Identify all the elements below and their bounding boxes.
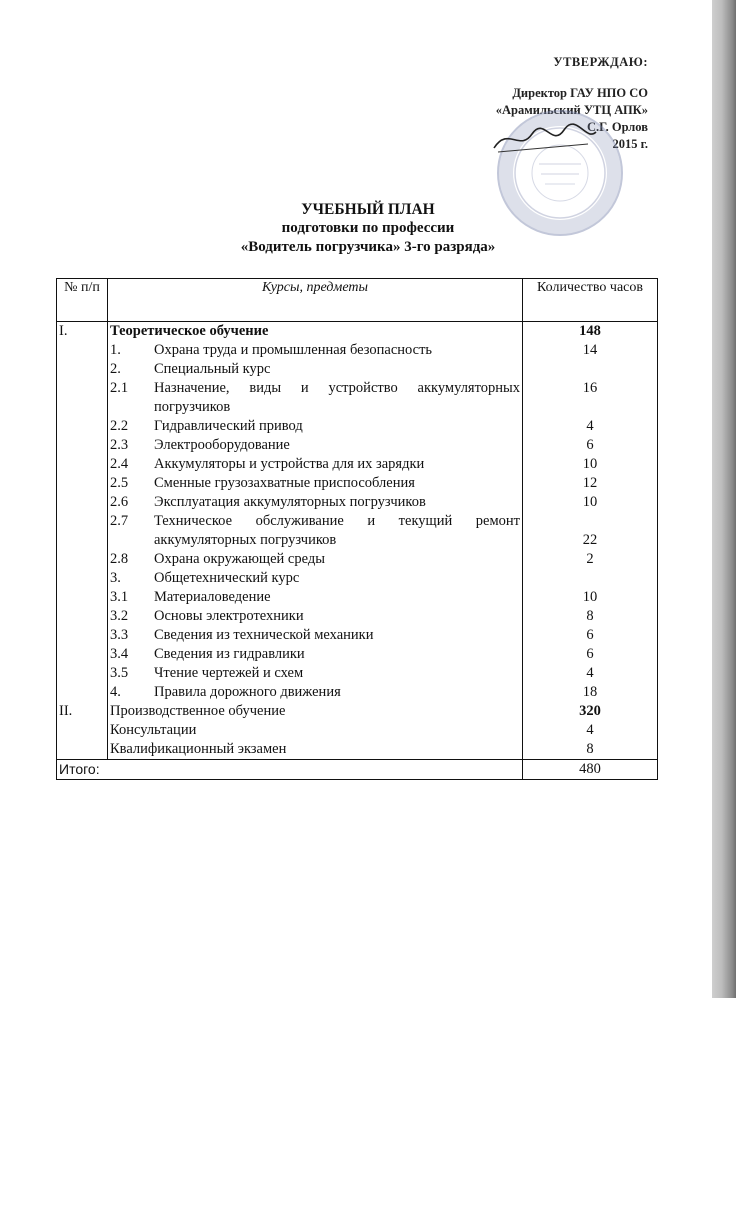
row-name: Правила дорожного движения bbox=[154, 684, 341, 700]
table-row bbox=[57, 341, 658, 360]
approval-organization: «Арамильский УТЦ АПК» bbox=[495, 103, 648, 117]
row-name: Производственное обучение bbox=[108, 702, 523, 721]
table-row bbox=[57, 360, 658, 379]
table-row bbox=[57, 455, 658, 474]
table-row bbox=[57, 417, 658, 436]
row-hours: 10 bbox=[523, 455, 658, 474]
row-num: II. bbox=[57, 702, 108, 721]
row-hours: 148 bbox=[523, 322, 658, 342]
header-courses: Курсы, предметы bbox=[108, 279, 523, 322]
header-hours: Количество часов bbox=[523, 279, 658, 322]
row-num: I. bbox=[57, 322, 108, 342]
row-hours bbox=[523, 569, 658, 588]
table-row bbox=[57, 436, 658, 455]
row-hours: 12 bbox=[523, 474, 658, 493]
row-hours: 4 bbox=[523, 664, 658, 683]
row-name: Теоретическое обучение bbox=[108, 322, 523, 342]
row-code: 4. bbox=[110, 684, 121, 700]
row-hours: 10 bbox=[523, 493, 658, 512]
row-name: Сменные грузозахватные приспособления bbox=[154, 475, 415, 491]
row-hours: 6 bbox=[523, 626, 658, 645]
row-name: Консультации bbox=[108, 721, 523, 740]
plan-profession: «Водитель погрузчика» 3-го разряда» bbox=[240, 239, 496, 255]
table-row bbox=[57, 322, 658, 342]
table-row bbox=[57, 512, 658, 550]
row-name: Специальный курс bbox=[154, 361, 271, 377]
row-code: 2.3 bbox=[110, 437, 129, 453]
row-hours: 16 bbox=[523, 379, 658, 417]
row-hours: 10 bbox=[523, 588, 658, 607]
row-hours: 14 bbox=[523, 341, 658, 360]
table-row bbox=[57, 664, 658, 683]
row-hours: 22 bbox=[523, 512, 658, 550]
row-code: 1. bbox=[110, 342, 121, 358]
row-code: 3. bbox=[110, 570, 121, 586]
row-code: 2.8 bbox=[110, 551, 129, 567]
table-row bbox=[57, 569, 658, 588]
row-hours: 4 bbox=[523, 417, 658, 436]
row-name: Чтение чертежей и схем bbox=[154, 665, 304, 681]
curriculum-table bbox=[56, 278, 658, 780]
row-name: Эксплуатация аккумуляторных погрузчиков bbox=[154, 494, 426, 510]
row-hours: 8 bbox=[523, 607, 658, 626]
total-row bbox=[57, 760, 658, 780]
row-name: Техническое обслуживание и текущий ремонт аккумуляторных погрузчиков bbox=[154, 513, 520, 548]
approval-heading: УТВЕРЖДАЮ: bbox=[553, 55, 648, 69]
total-label: Итого: bbox=[57, 760, 523, 780]
table-row bbox=[57, 683, 658, 702]
row-name: Назначение, виды и устройство аккумуляторных погрузчиков bbox=[154, 380, 520, 415]
row-code: 3.1 bbox=[110, 589, 129, 605]
row-code: 3.3 bbox=[110, 627, 129, 643]
row-name: Основы электротехники bbox=[154, 608, 304, 624]
director-signature bbox=[490, 118, 600, 158]
table-row bbox=[57, 379, 658, 417]
total-hours: 480 bbox=[523, 760, 658, 780]
scan-edge-shadow bbox=[712, 0, 736, 998]
row-hours: 6 bbox=[523, 645, 658, 664]
table-row bbox=[57, 588, 658, 607]
row-code: 2. bbox=[110, 361, 121, 377]
row-name: Квалификационный экзамен bbox=[108, 740, 523, 760]
table-row bbox=[57, 645, 658, 664]
table-row bbox=[57, 721, 658, 740]
table-row bbox=[57, 493, 658, 512]
row-name: Гидравлический привод bbox=[154, 418, 303, 434]
row-name: Общетехнический курс bbox=[154, 570, 300, 586]
row-code: 2.1 bbox=[110, 380, 129, 396]
row-name: Охрана окружающей среды bbox=[154, 551, 325, 567]
header-num: № п/п bbox=[57, 279, 108, 322]
plan-subtitle: подготовки по профессии bbox=[281, 220, 455, 236]
row-name: Охрана труда и промышленная безопасность bbox=[154, 342, 433, 358]
table-row bbox=[57, 740, 658, 760]
table-row bbox=[57, 607, 658, 626]
table-row bbox=[57, 702, 658, 721]
approval-name: С.Г. Орлов bbox=[586, 120, 648, 134]
row-hours: 8 bbox=[523, 740, 658, 760]
approval-director: Директор ГАУ НПО СО bbox=[512, 86, 648, 100]
row-code: 2.5 bbox=[110, 475, 129, 491]
row-name: Сведения из технической механики bbox=[154, 627, 374, 643]
row-code: 3.4 bbox=[110, 646, 129, 662]
row-hours: 18 bbox=[523, 683, 658, 702]
row-hours: 2 bbox=[523, 550, 658, 569]
table-row bbox=[57, 474, 658, 493]
row-hours: 320 bbox=[523, 702, 658, 721]
row-hours bbox=[523, 360, 658, 379]
row-hours: 6 bbox=[523, 436, 658, 455]
row-name: Сведения из гидравлики bbox=[154, 646, 305, 662]
row-hours: 4 bbox=[523, 721, 658, 740]
plan-title: УЧЕБНЫЙ ПЛАН bbox=[301, 201, 435, 218]
row-code: 2.2 bbox=[110, 418, 129, 434]
row-name: Аккумуляторы и устройства для их зарядки bbox=[154, 456, 425, 472]
document-title bbox=[0, 200, 736, 257]
table-row bbox=[57, 550, 658, 569]
row-code: 2.6 bbox=[110, 494, 129, 510]
row-code: 2.7 bbox=[110, 513, 129, 529]
approval-date: 2015 г. bbox=[612, 137, 648, 151]
row-code: 2.4 bbox=[110, 456, 129, 472]
row-code: 3.2 bbox=[110, 608, 129, 624]
table-row bbox=[57, 626, 658, 645]
row-name: Материаловедение bbox=[154, 589, 271, 605]
row-name: Электрооборудование bbox=[154, 437, 290, 453]
row-code: 3.5 bbox=[110, 665, 129, 681]
